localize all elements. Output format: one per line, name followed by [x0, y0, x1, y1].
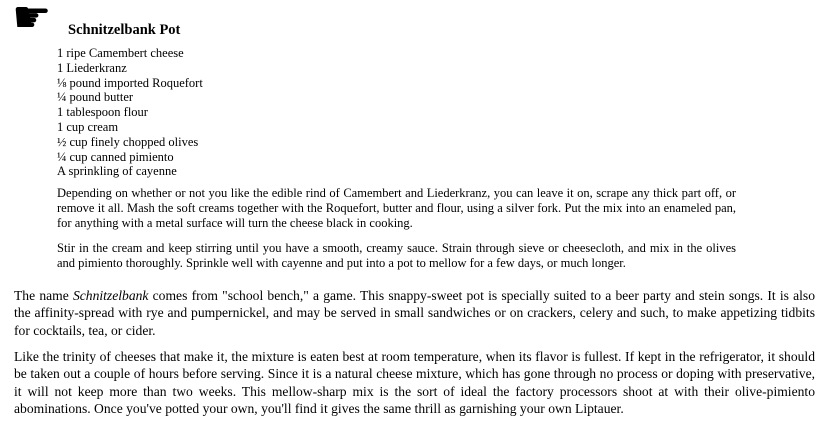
ingredient-line: ½ cup finely chopped olives — [57, 134, 199, 149]
ingredient-line: A sprinkling of cayenne — [57, 164, 177, 179]
instruction-paragraph-1: Depending on whether or not you like the edible rind of Camembert and Liederkranz, you can leave it on, scrape any thick part off, or remove it all. Mash the soft creams together with the Roquefort, butter and flour, using a silver fork. Put the mix into an enameled pan, for anything with a metal surface will turn the cheese black in cooking. — [57, 186, 736, 230]
ingredient-line: 1 Liederkranz — [57, 60, 127, 75]
italic-term: Schnitzelbank — [72, 288, 149, 303]
ingredient-line: 1 tablespoon flour — [57, 105, 148, 120]
pointing-hand-icon: ☛ — [12, 0, 52, 43]
ingredient-line: ⅛ pound imported Roquefort — [57, 75, 203, 90]
ingredient-line: 1 ripe Camembert cheese — [57, 46, 184, 60]
ingredient-list — [57, 46, 203, 179]
body-paragraph-1 — [14, 287, 815, 339]
body-text-before: The name — [14, 288, 73, 303]
ingredient-line: ¼ cup canned pimiento — [57, 149, 174, 164]
body-text-after: comes from "school bench," a game. This snappy-sweet pot is specially suited to a beer party and stein songs. It is also the affinity-spread with rye and pumpernickel, and may be served in small sandwiches or on crackers, celery and such, to make appetizing tidbits for cocktails, tea, or cider. — [14, 288, 816, 338]
ingredient-line: 1 cup cream — [57, 119, 119, 134]
body-paragraph-2: Like the trinity of cheeses that make it, the mixture is eaten best at room temperature, when its flavor is fullest. If kept in the refrigerator, it should be taken out a couple of hours before serving. Since it is a natural cheese mixture, which has gone through no process or doping with preservative, it will not keep more than two weeks. This mellow-sharp mix is the sort of ideal the factory processors shoot at with their olive-pimiento abominations. Once you've potted your own, you'll find it gives the same thrill as garnishing your own Liptauer. — [14, 349, 815, 417]
ingredient-line: ¼ pound butter — [57, 90, 134, 105]
instruction-paragraph-2: Stir in the cream and keep stirring until you have a smooth, creamy sauce. Strain through sieve or cheesecloth, and mix in the olives and pimiento thoroughly. Sprinkle well with cayenne and put into a pot to mellow for a few days, or much longer. — [57, 241, 736, 270]
recipe-title: Schnitzelbank Pot — [68, 22, 181, 38]
